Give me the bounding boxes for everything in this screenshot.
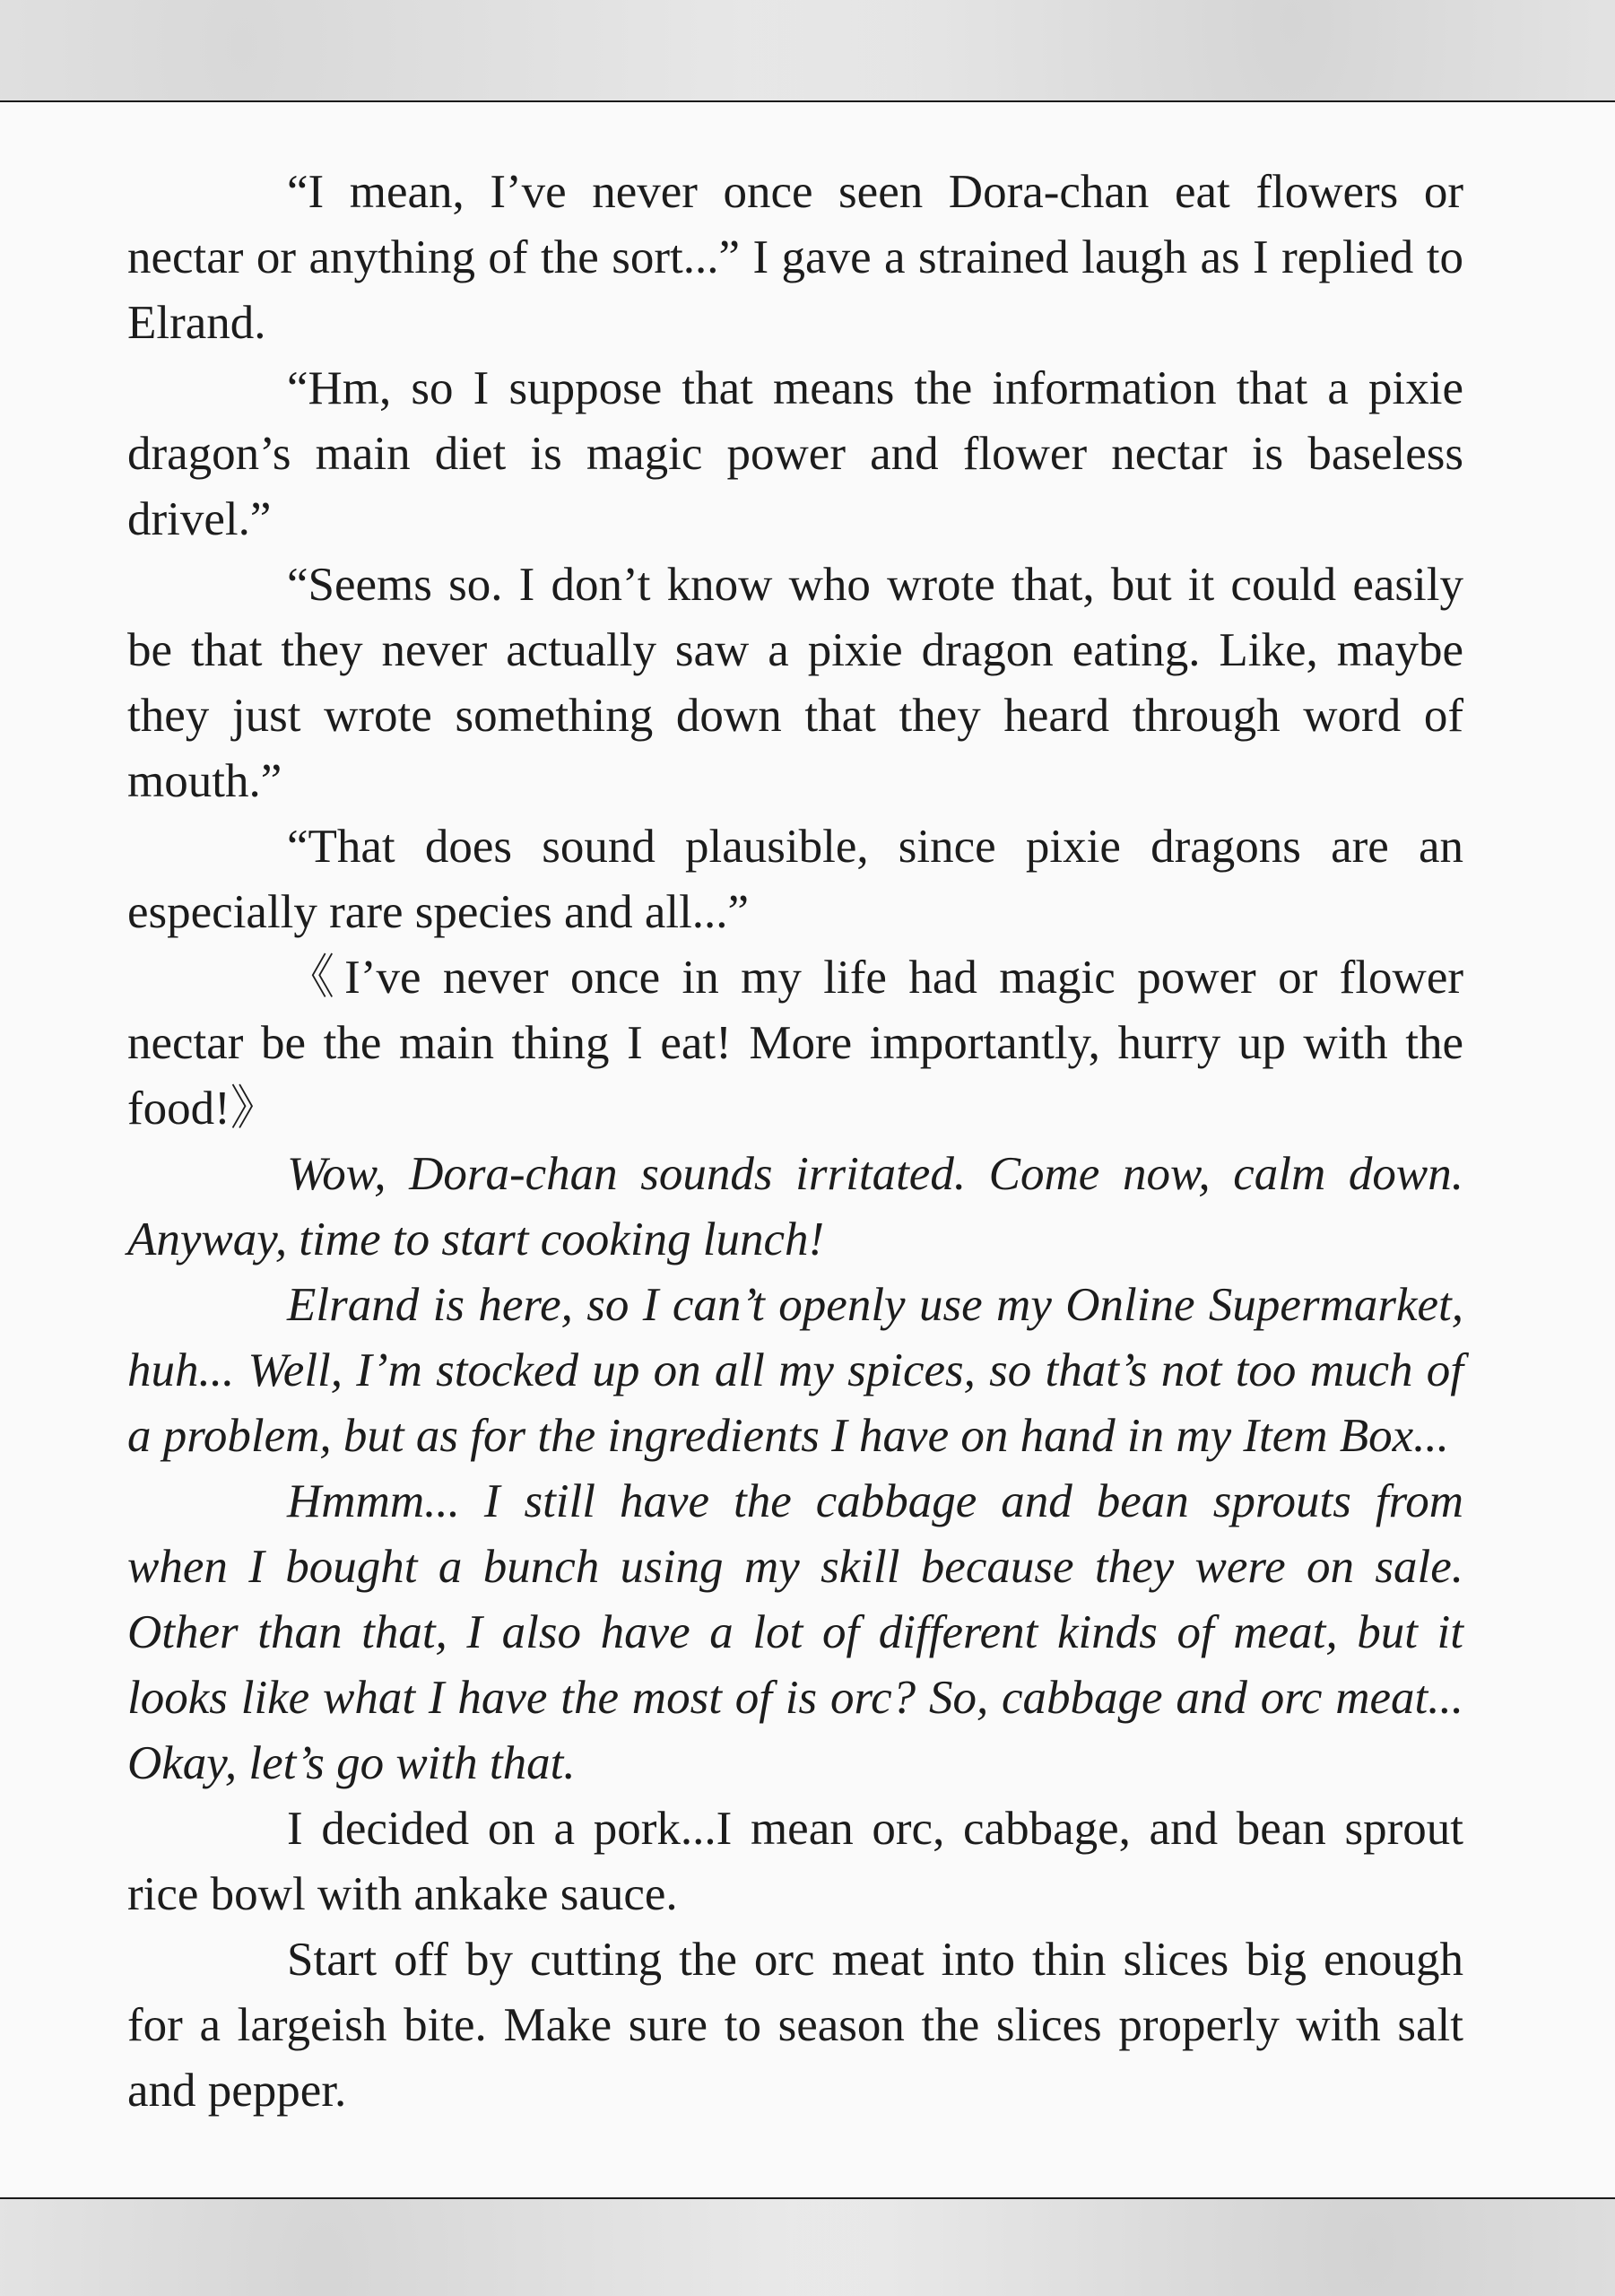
body-text — [127, 160, 1463, 2124]
paragraph-5: 《I’ve never once in my life had magic power or flower nectar be the main thing I eat! More importantly, hurry up with the food!》 — [127, 952, 1463, 1135]
paragraph-6: Wow, Dora-chan sounds irritated. Come now, calm down. Anyway, time to start cooking lunch! — [127, 1148, 1463, 1265]
paragraph-1: “I mean, I’ve never once seen Dora-chan eat flowers or nectar or anything of the sort...” I gave a strained laugh as I replied to Elrand. — [127, 166, 1463, 349]
paragraph-2: “Hm, so I suppose that means the information that a pixie dragon’s main diet is magic power and flower nectar is baseless drivel.” — [127, 362, 1463, 545]
page-content — [0, 100, 1615, 2199]
paragraph-8: Hmmm... I still have the cabbage and bean sprouts from when I bought a bunch using my skill because they were on sale. Other than that, I also have a lot of different kinds of meat, but it looks like what I have the most of is orc? So, cabbage and orc meat... Okay, let’s go with that. — [127, 1475, 1463, 1789]
paragraph-9: I decided on a pork...I mean orc, cabbage, and bean sprout rice bowl with ankake sauce. — [127, 1803, 1463, 1920]
paragraph-3: “Seems so. I don’t know who wrote that, but it could easily be that they never actually saw a pixie dragon eating. Like, maybe they just wrote something down that they heard through word of mouth.” — [127, 559, 1463, 807]
paragraph-4: “That does sound plausible, since pixie dragons are an especially rare species and all...” — [127, 821, 1463, 938]
paragraph-10: Start off by cutting the orc meat into thin slices big enough for a largeish bite. Make sure to season the slices properly with salt and pepper. — [127, 1934, 1463, 2117]
paragraph-7: Elrand is here, so I can’t openly use my Online Supermarket, huh... Well, I’m stocked up on all my spices, so that’s not too much of a problem, but as for the ingredients I have on hand in my Item Box... — [127, 1279, 1463, 1462]
